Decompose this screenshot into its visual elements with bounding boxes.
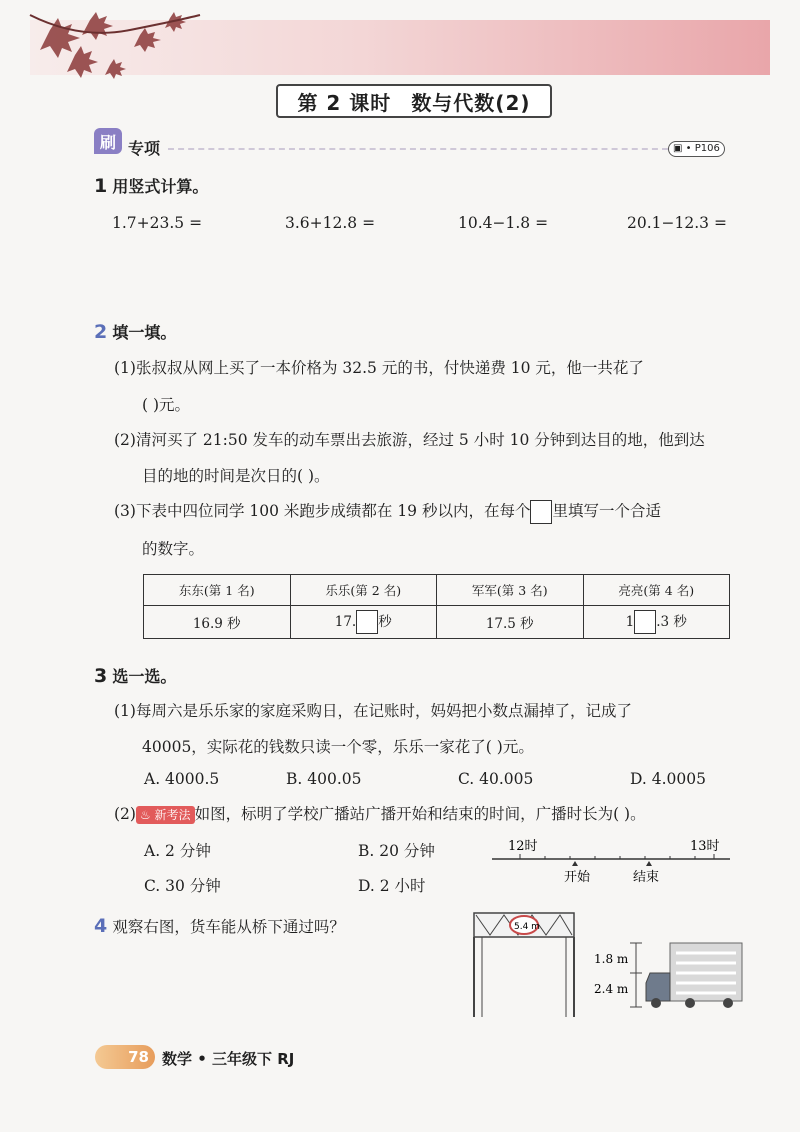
table-header-cell: 乐乐(第 2 名) bbox=[290, 575, 437, 606]
answer-box[interactable] bbox=[356, 610, 378, 634]
question-number: 4 bbox=[94, 915, 108, 937]
cell-suffix: .3 秒 bbox=[656, 613, 687, 630]
q2-part3-text-a: (3)下表中四位同学 100 米跑步成绩都在 19 秒以内，在每个 bbox=[114, 502, 531, 520]
section-label: 专项 bbox=[128, 139, 161, 158]
new-exam-tag-label: 新考法 bbox=[154, 808, 191, 822]
time-line-diagram bbox=[490, 836, 735, 888]
table-row bbox=[144, 606, 730, 639]
option-d[interactable]: D. 4.0005 bbox=[630, 770, 706, 788]
book-title: 数学 • 三年级下 RJ bbox=[162, 1050, 295, 1068]
q3-part2-text: 如图，标明了学校广播站广播开始和结束的时间，广播时长为( )。 bbox=[194, 805, 646, 823]
question-number: 2 bbox=[94, 321, 108, 343]
answer-box[interactable] bbox=[634, 610, 656, 634]
page-reference: P106 bbox=[694, 143, 720, 154]
section-icon: 刷 bbox=[94, 128, 122, 154]
question-number: 3 bbox=[94, 665, 108, 687]
lesson-number: 第 2 课时 bbox=[297, 90, 392, 115]
q2-part2-line2: 目的地的时间是次日的( )。 bbox=[142, 467, 330, 485]
table-header-cell: 军军(第 3 名) bbox=[437, 575, 584, 606]
calc-item-3: 10.4−1.8 = bbox=[458, 214, 549, 232]
q2-part1-line2: ( )元。 bbox=[142, 396, 191, 414]
question-3-header bbox=[94, 664, 176, 687]
bridge-height-sign: 5.4 m bbox=[514, 922, 540, 932]
table-cell: 17.5 秒 bbox=[437, 606, 584, 639]
lesson-title bbox=[276, 84, 552, 118]
height-lower-label: 2.4 m bbox=[594, 982, 629, 996]
question-1-header bbox=[94, 174, 208, 197]
calc-item-1: 1.7+23.5 = bbox=[112, 214, 203, 232]
table-header-row bbox=[144, 575, 730, 606]
question-number: 1 bbox=[94, 175, 108, 197]
label-start: 开始 bbox=[564, 870, 591, 885]
calc-item-4: 20.1−12.3 = bbox=[627, 214, 727, 232]
cell-prefix: 1 bbox=[625, 613, 635, 630]
q2-part3-line2: 的数字。 bbox=[142, 540, 205, 558]
page-number-badge: 78 bbox=[95, 1045, 155, 1069]
q2-part2-line1: (2)清河买了 21:50 发车的动车票出去旅游，经过 5 小时 10 分钟到达目的地，他到达 bbox=[114, 431, 705, 449]
option-c[interactable]: C. 40.005 bbox=[458, 770, 534, 788]
bridge-diagram bbox=[470, 905, 580, 1020]
option-d[interactable]: D. 2 小时 bbox=[358, 877, 426, 895]
q2-part3-line1 bbox=[114, 500, 661, 524]
option-b[interactable]: B. 400.05 bbox=[286, 770, 362, 788]
table-header-cell: 亮亮(第 4 名) bbox=[583, 575, 730, 606]
scores-table bbox=[143, 574, 730, 639]
label-13: 13时 bbox=[690, 839, 720, 854]
start-marker bbox=[572, 861, 578, 866]
option-c[interactable]: C. 30 分钟 bbox=[144, 877, 221, 895]
answer-box[interactable] bbox=[530, 500, 552, 524]
option-a[interactable]: A. 2 分钟 bbox=[144, 842, 211, 860]
section-divider bbox=[168, 148, 668, 152]
question-title: 选一选。 bbox=[112, 667, 177, 686]
height-upper-label: 1.8 m bbox=[594, 952, 629, 966]
cell-prefix: 17. bbox=[334, 613, 357, 630]
lesson-topic: 数与代数(2) bbox=[411, 90, 531, 115]
q3-part1-line1: (1)每周六是乐乐家的家庭采购日，在记账时，妈妈把小数点漏掉了，记成了 bbox=[114, 702, 632, 720]
label-12: 12时 bbox=[508, 839, 538, 854]
table-cell-with-blank bbox=[583, 606, 730, 639]
new-exam-tag: ♨ 新考法 bbox=[136, 806, 195, 824]
table-cell: 16.9 秒 bbox=[144, 606, 291, 639]
q3-part1-line2: 40005，实际花的钱数只读一个零，乐乐一家花了( )元。 bbox=[142, 738, 534, 756]
question-4-header bbox=[94, 915, 345, 938]
part-prefix: (2) bbox=[114, 805, 136, 823]
truck-diagram bbox=[590, 935, 750, 1015]
table-header-cell: 东东(第 1 名) bbox=[144, 575, 291, 606]
question-title: 填一填。 bbox=[112, 323, 177, 342]
end-marker bbox=[646, 861, 652, 866]
question-title: 观察右图，货车能从桥下通过吗？ bbox=[112, 918, 345, 936]
option-b[interactable]: B. 20 分钟 bbox=[358, 842, 435, 860]
q2-part3-text-b: 里填写一个合适 bbox=[552, 502, 661, 520]
cell-suffix: 秒 bbox=[378, 613, 392, 630]
option-a[interactable]: A. 4000.5 bbox=[144, 770, 220, 788]
table-cell-with-blank bbox=[290, 606, 437, 639]
maple-leaves-decoration bbox=[20, 10, 220, 85]
question-2-header bbox=[94, 320, 176, 343]
q2-part1-line1: (1)张叔叔从网上买了一本价格为 32.5 元的书，付快递费 10 元，他一共花了 bbox=[114, 359, 644, 377]
page-reference-badge: ▣ • P106 bbox=[668, 141, 725, 157]
q3-part2-line bbox=[114, 803, 646, 825]
calc-item-2: 3.6+12.8 = bbox=[285, 214, 376, 232]
question-title: 用竖式计算。 bbox=[112, 177, 209, 196]
label-end: 结束 bbox=[633, 870, 660, 885]
